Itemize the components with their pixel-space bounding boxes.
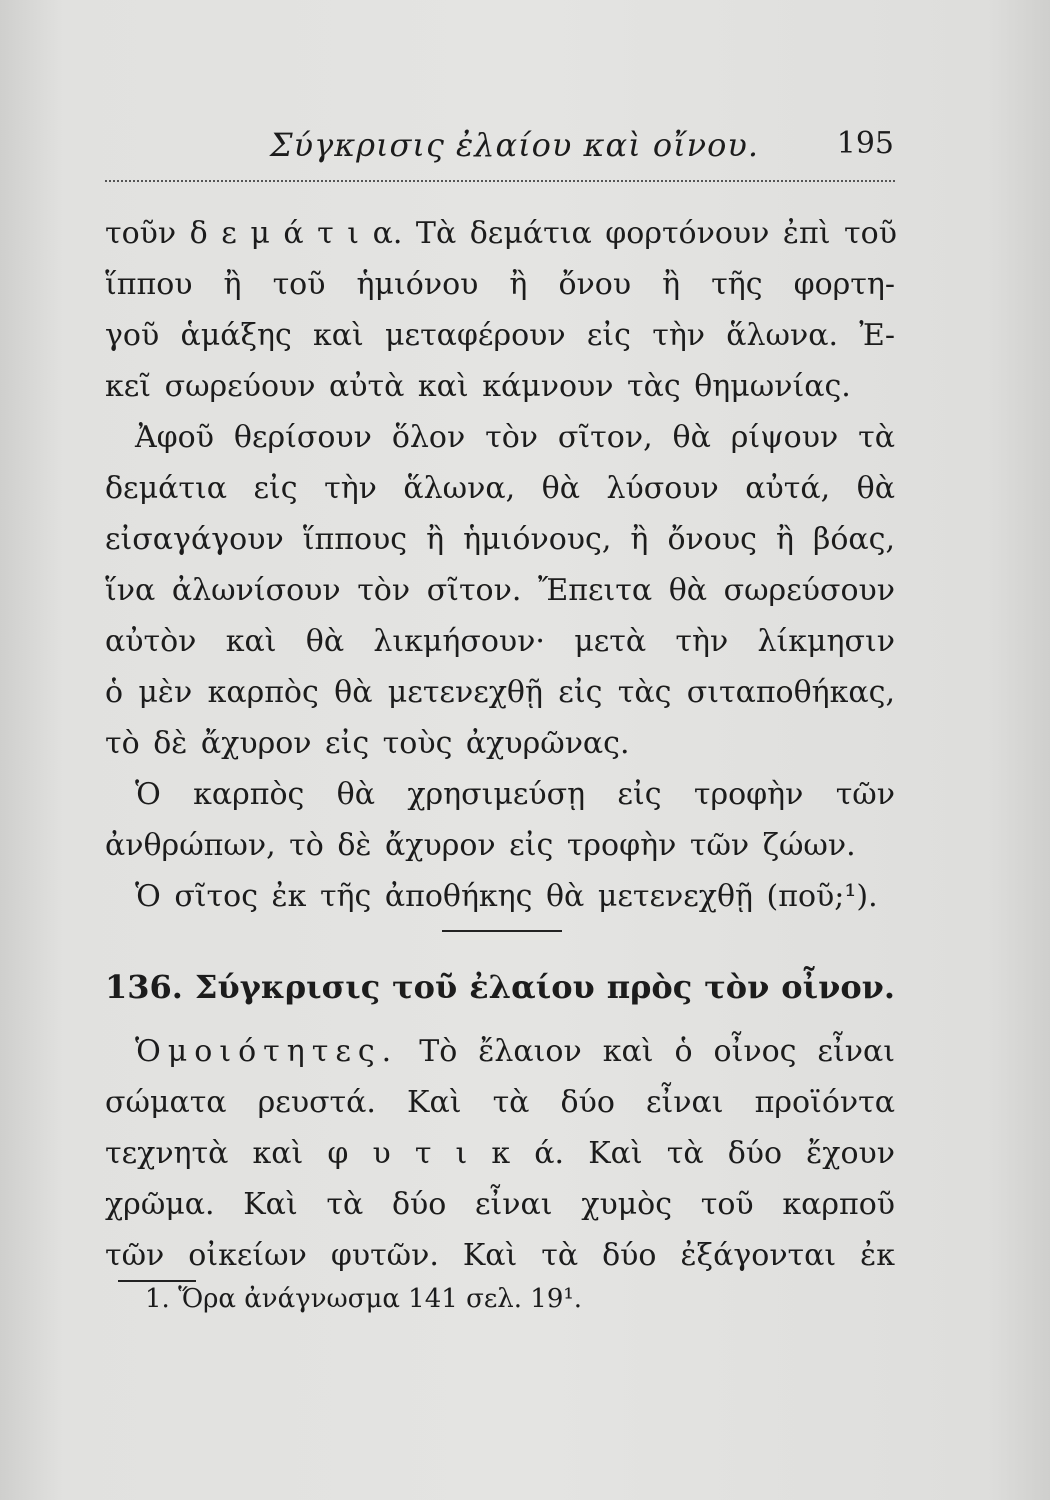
text-line: ἵππου ἢ τοῦ ἡμιόνου ἢ ὄνου ἢ τῆς φορτη- — [105, 267, 895, 302]
text-line: Ὁ καρπὸς θὰ χρησιμεύσῃ εἰς τροφὴν τῶν — [135, 777, 895, 812]
text-fragment: Τὸ ἔλαιον καὶ ὁ οἶνος εἶναι — [419, 1034, 895, 1069]
text-line: χρῶμα. Καὶ τὰ δύο εἶναι χυμὸς τοῦ καρποῦ — [105, 1187, 895, 1222]
section-heading: 136. Σύγκρισις τοῦ ἐλαίου πρὸς τὸν οἶνον. — [105, 968, 895, 1006]
running-head-title: Σύγκρισις ἐλαίου καὶ οἴνου. — [270, 126, 759, 164]
text-line: κεῖ σωρεύουν αὐτὰ καὶ κάμνουν τὰς θημωνίας. — [105, 369, 851, 404]
footnote-rule — [118, 1280, 196, 1282]
text-line: ὁ μὲν καρπὸς θὰ μετενεχθῇ εἰς τὰς σιταποθήκας, — [105, 675, 895, 710]
text-line: ἀνθρώπων, τὸ δὲ ἄχυρον εἰς τροφὴν τῶν ζώων. — [105, 828, 856, 863]
text-line: Ὁ σῖτος ἐκ τῆς ἀποθήκης θὰ μετενεχθῇ (ποῦ;¹). — [135, 879, 878, 914]
text-line: τεχνητὰ καὶ φ υ τ ι κ ά. Καὶ τὰ δύο ἔχουν — [105, 1136, 895, 1171]
text-line — [105, 1026, 895, 1077]
text-line: τῶν οἰκείων φυτῶν. Καὶ τὰ δύο ἐξάγονται ἐκ — [105, 1238, 895, 1273]
text-line: τοῦν δ ε μ ά τ ι α. Τὰ δεμάτια φορτόνουν ἐπὶ τοῦ — [105, 216, 897, 251]
header-dotted-rule — [105, 180, 895, 182]
text-line: τὸ δὲ ἄχυρον εἰς τοὺς ἀχυρῶνας. — [105, 726, 630, 761]
text-line: ἵνα ἀλωνίσουν τὸν σῖτον. Ἔπειτα θὰ σωρεύσουν — [105, 573, 895, 608]
lead-word: Ὁμοιότητες. — [135, 1034, 399, 1069]
section-separator — [442, 930, 562, 932]
section-body — [105, 1026, 895, 1281]
page-number: 195 — [836, 126, 894, 161]
footnote: 1. Ὅρα ἀνάγνωσμα 141 σελ. 19¹. — [145, 1284, 583, 1314]
text-line: αὐτὸν καὶ θὰ λικμήσουν· μετὰ τὴν λίκμησιν — [105, 624, 895, 659]
body-text — [105, 208, 895, 922]
text-line: εἰσαγάγουν ἵππους ἢ ἡμιόνους, ἢ ὄνους ἢ βόας, — [105, 522, 895, 557]
text-line: Ἀφοῦ θερίσουν ὅλον τὸν σῖτον, θὰ ρίψουν τὰ — [135, 420, 895, 455]
running-head — [105, 120, 900, 170]
text-line: σώματα ρευστά. Καὶ τὰ δύο εἶναι προϊόντα — [105, 1085, 895, 1120]
text-line: δεμάτια εἰς τὴν ἅλωνα, θὰ λύσουν αὐτά, θὰ — [105, 471, 895, 506]
text-line: γοῦ ἁμάξης καὶ μεταφέρουν εἰς τὴν ἅλωνα. Ἐ- — [105, 318, 895, 353]
